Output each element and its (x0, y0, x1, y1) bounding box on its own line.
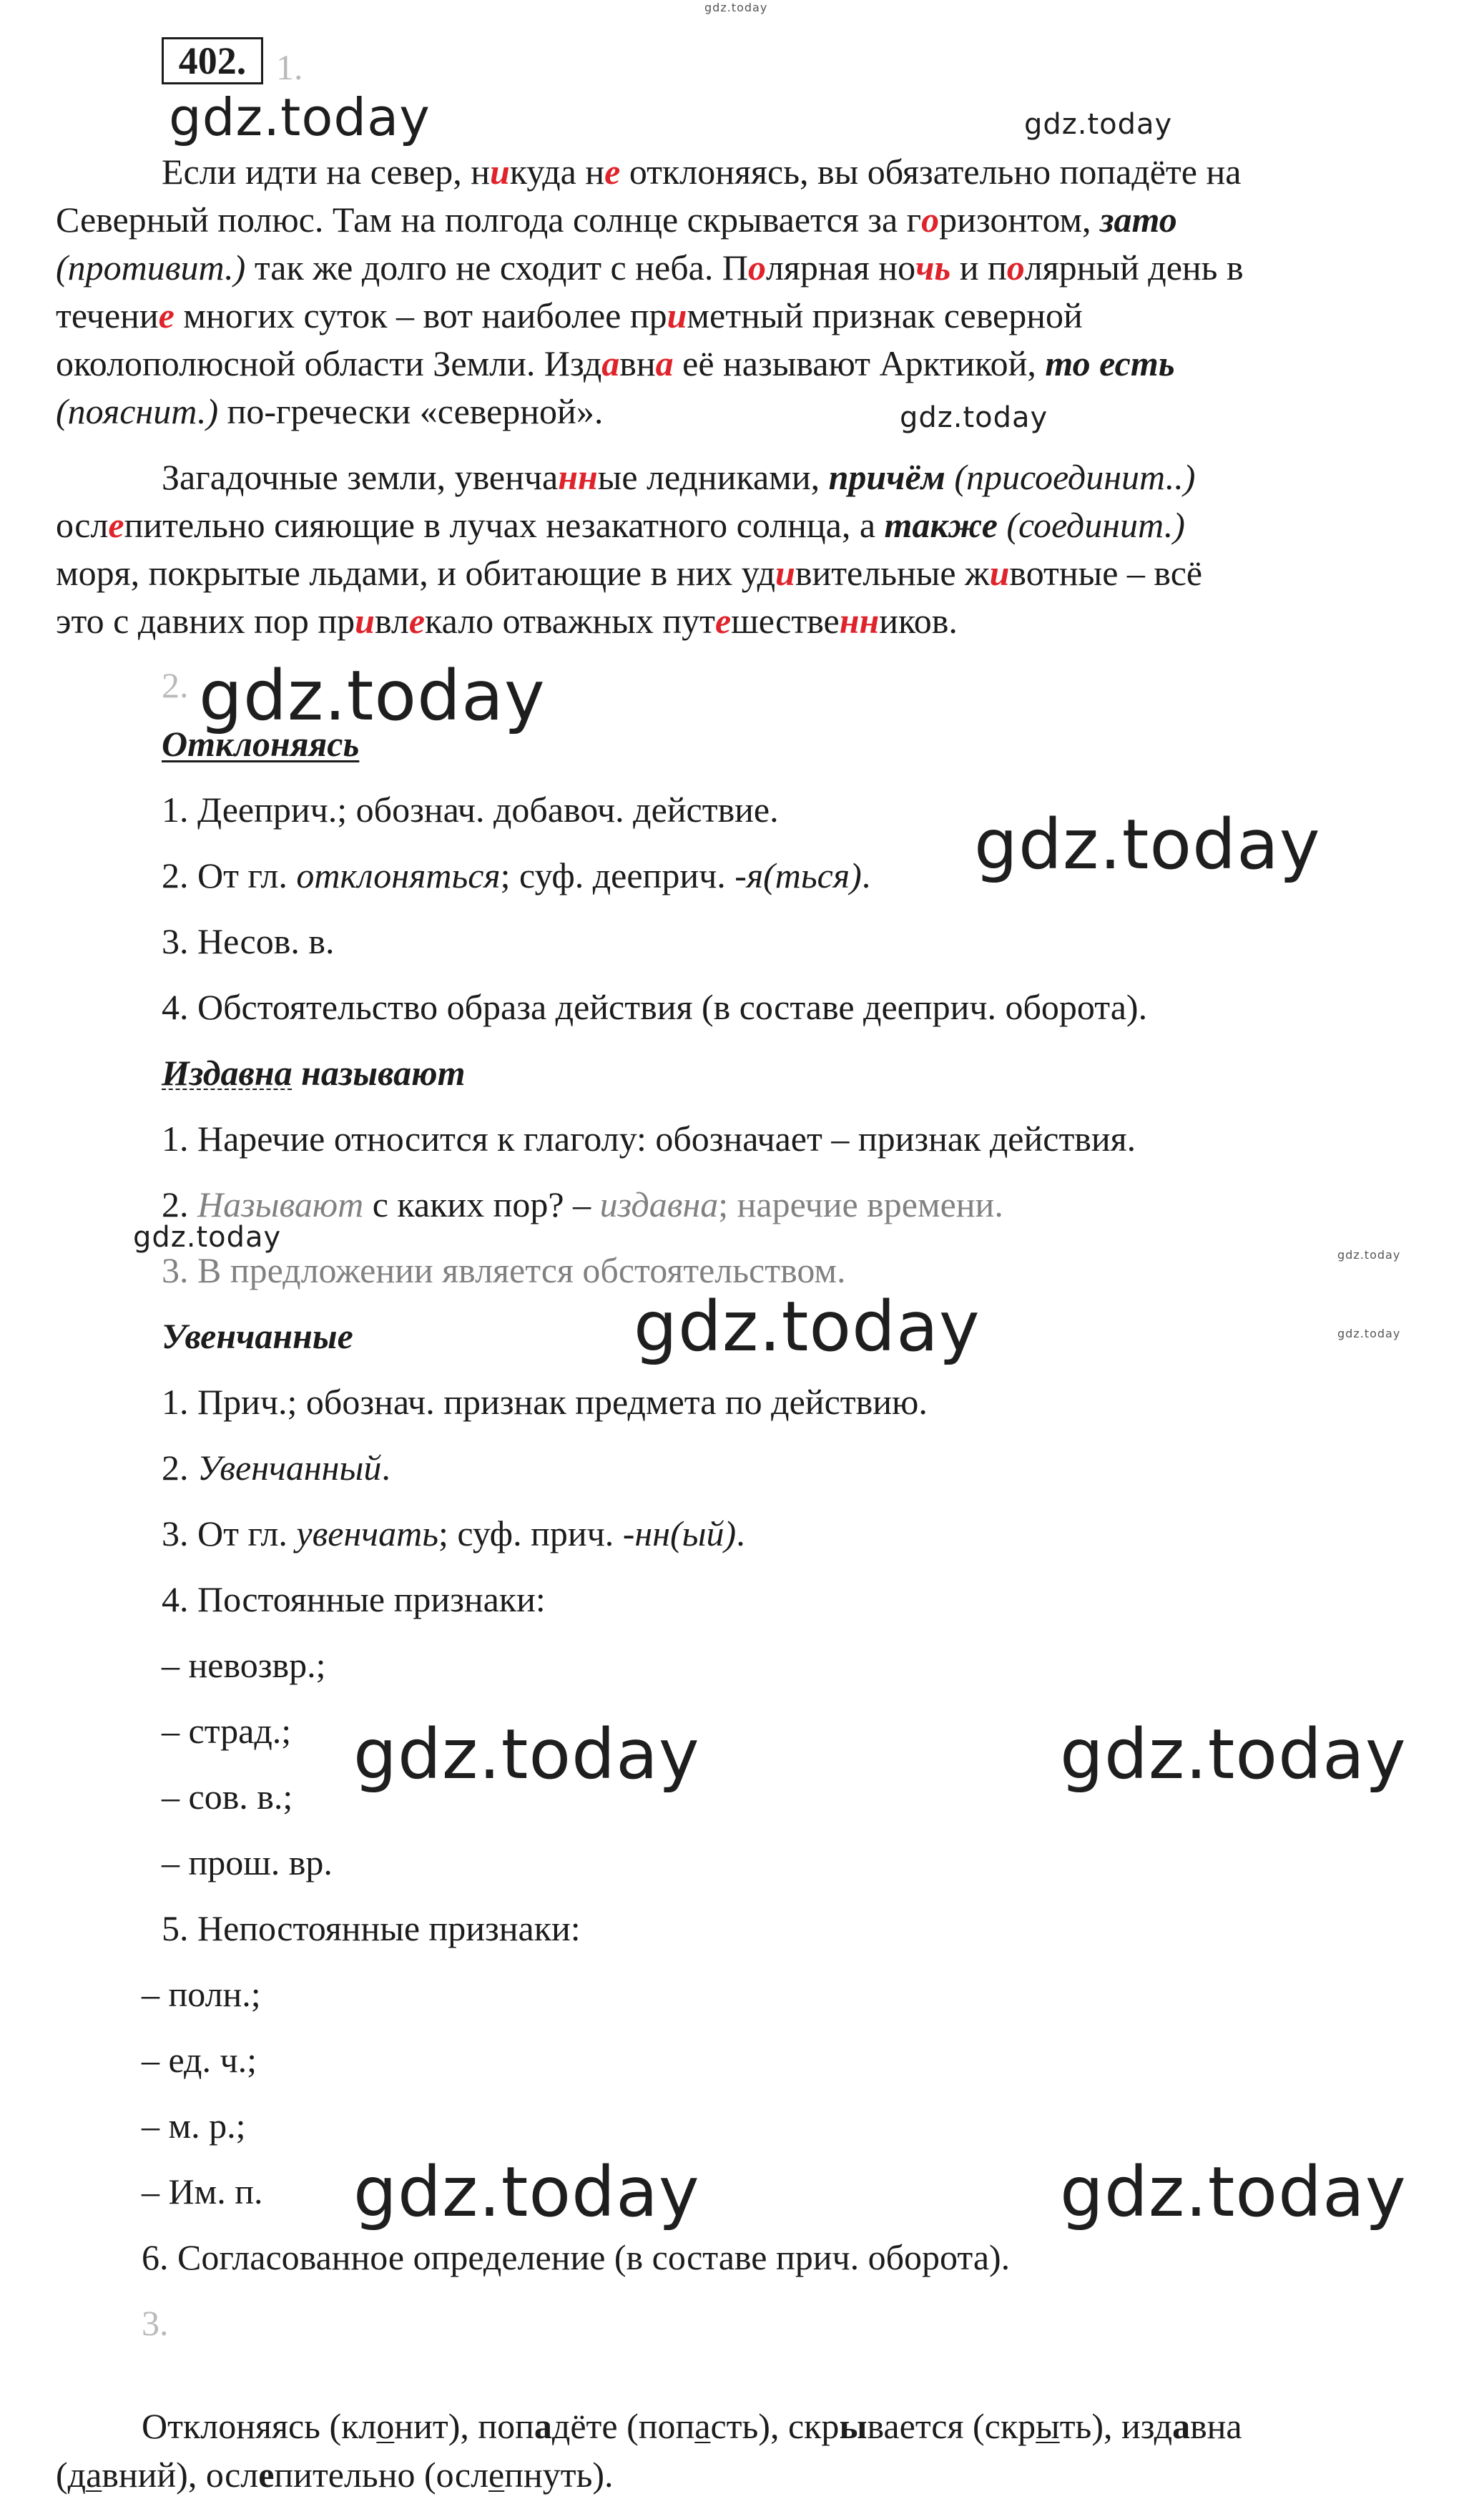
watermark-4: gdz.today (199, 656, 546, 736)
part-marker-2: 2. (162, 665, 189, 705)
watermark-10: gdz.today (353, 1714, 700, 1794)
watermark-6: gdz.today (133, 1221, 282, 1254)
watermark-12: gdz.today (353, 2152, 700, 2232)
watermark-2: gdz.today (1024, 108, 1173, 141)
heading-uvenchannye: Увенчанные (162, 1316, 353, 1356)
para1-line2: Северный полюс. Там на полгода солнце скрывается за горизонтом, зато (56, 200, 1177, 240)
otklonyayas-item-2: 2. От гл. отклоняться; суф. дееприч. -я(ться). (162, 855, 871, 895)
otklonyayas-item-1: 1. Дееприч.; обознач. добавоч. действие. (162, 790, 779, 830)
para2-line4: это с давних пор привлекало отважных путешественников. (56, 601, 958, 641)
watermark-9: gdz.today (1337, 1327, 1401, 1340)
watermark-5: gdz.today (974, 805, 1321, 885)
section3-line2: (давний), ослепительно (ослепнуть). (56, 2455, 614, 2495)
para2-line2: ослепительно сияющие в лучах незакатного солнца, а также (соединит.) (56, 505, 1185, 545)
uvenchannye-variable-3: – м. р.; (142, 2106, 246, 2146)
para1-line3: (противит.) так же долго не сходит с неба. Полярная ночь и полярный день в (56, 247, 1244, 288)
izdavna-item-3: 3. В предложении является обстоятельством. (162, 1250, 846, 1290)
uvenchannye-item-1: 1. Прич.; обознач. признак предмета по действию. (162, 1382, 928, 1422)
para2-line3: моря, покрытые льдами, и обитающие в них удивительные животные – всё (56, 553, 1203, 593)
part-marker-3: 3. (142, 2303, 169, 2343)
section3-line1: Отклоняясь (клонит), попадёте (попасть), скрывается (скрыть), издавна (142, 2406, 1242, 2446)
watermark-7: gdz.today (1337, 1248, 1401, 1262)
uvenchannye-item-4: 4. Постоянные признаки: (162, 1579, 546, 1619)
otklonyayas-item-4: 4. Обстоятельство образа действия (в составе дееприч. оборота). (162, 987, 1148, 1027)
uvenchannye-constant-1: – невозвр.; (162, 1645, 326, 1685)
uvenchannye-item-6: 6. Согласованное определение (в составе прич. оборота). (142, 2237, 1011, 2277)
para1-line4: течение многих суток – вот наиболее приметный признак северной (56, 295, 1083, 335)
uvenchannye-variable-1: – полн.; (142, 1974, 261, 2014)
watermark-8: gdz.today (634, 1287, 981, 1367)
watermark-1: gdz.today (169, 87, 431, 147)
uvenchannye-constant-2: – страд.; (162, 1711, 292, 1751)
exercise-number: 402. (162, 37, 263, 84)
heading-izdavna: Издавна называют (162, 1053, 466, 1093)
izdavna-item-2: 2. Называют с каких пор? – издавна; наречие времени. (162, 1184, 1003, 1224)
uvenchannye-variable-2: – ед. ч.; (142, 2040, 257, 2080)
uvenchannye-item-2: 2. Увенчанный. (162, 1448, 390, 1488)
watermark-3: gdz.today (900, 401, 1048, 434)
uvenchannye-constant-3: – сов. в.; (162, 1777, 293, 1817)
watermark-13: gdz.today (1060, 2152, 1407, 2232)
otklonyayas-item-3: 3. Несов. в. (162, 921, 335, 961)
watermark-11: gdz.today (1060, 1714, 1407, 1794)
para1-line5: околополюсной области Земли. Издавна её называют Арктикой, то есть (56, 343, 1175, 383)
uvenchannye-item-5: 5. Непостоянные признаки: (162, 1908, 581, 1948)
izdavna-item-1: 1. Наречие относится к глаголу: обозначает – признак действия. (162, 1119, 1136, 1159)
uvenchannye-item-3: 3. От гл. увенчать; суф. прич. -нн(ый). (162, 1513, 745, 1553)
part-marker-1: 1. (276, 47, 303, 87)
para1-line6: (пояснит.) по-гречески «северной». (56, 391, 604, 431)
heading-otklonyayas: Отклоняясь (162, 724, 360, 764)
para1-line1: Если идти на север, никуда не отклоняясь, вы обязательно попадёте на (162, 152, 1242, 192)
uvenchannye-variable-4: – Им. п. (142, 2171, 263, 2211)
para2-line1: Загадочные земли, увенчанные ледниками, причём (присоединит..) (162, 457, 1196, 497)
watermark-top: gdz.today (704, 1, 768, 14)
uvenchannye-constant-4: – прош. вр. (162, 1842, 333, 1882)
